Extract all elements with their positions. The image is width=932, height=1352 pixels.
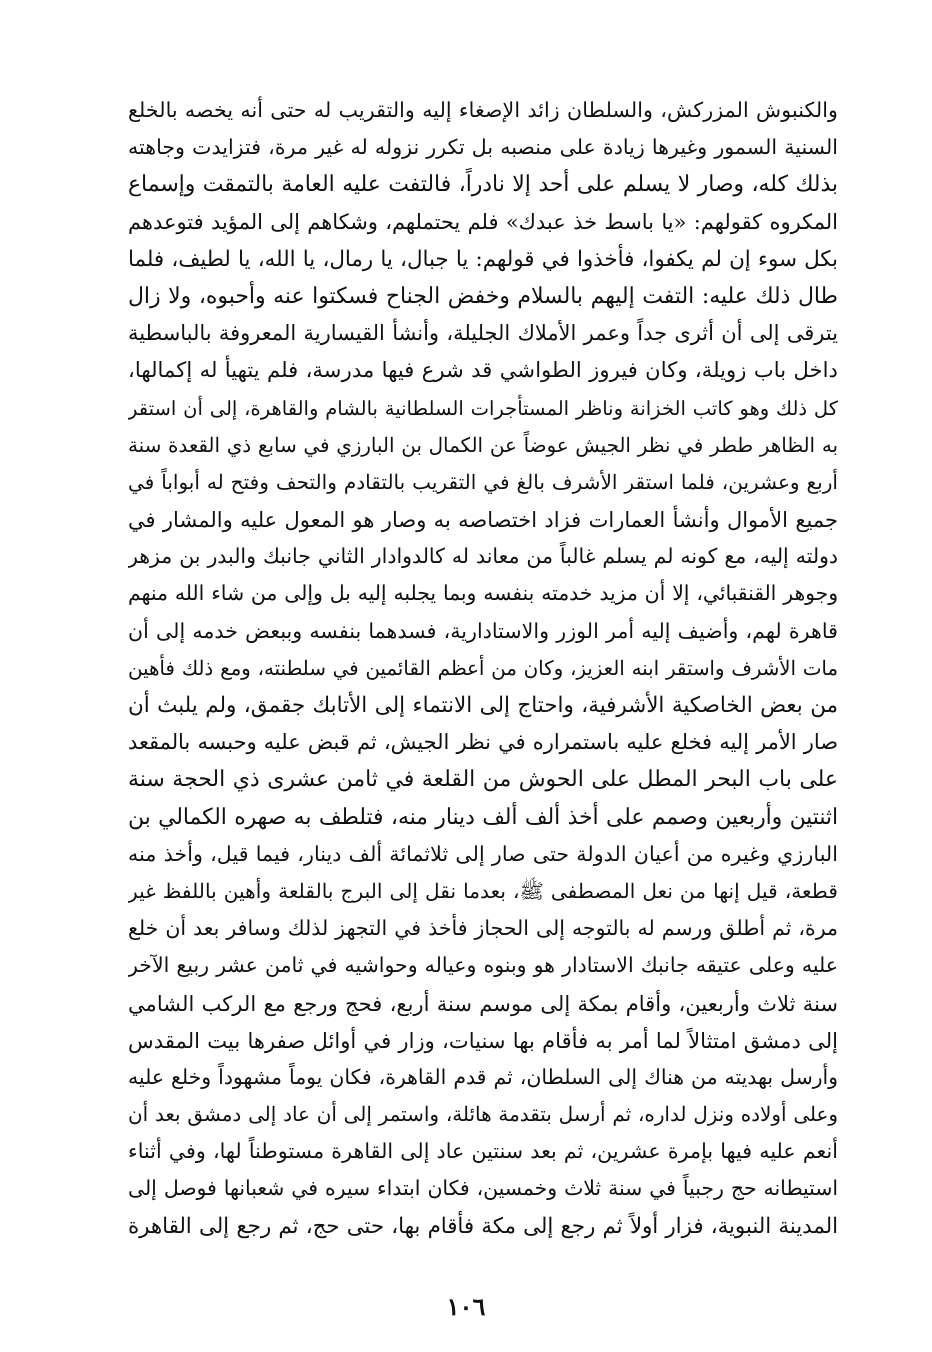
text-line-4: المكروه كقولهم: «يا باسط خذ عبدك» فلم يحتملهم، وشكاهم إلى المؤيد فتوعدهم bbox=[128, 209, 838, 234]
text-line-28: وعلى أولاده ونزل لداره، ثم أرسل بتقدمة هائلة، واستمر إلى أن عاد إلى دمشق بعد أن bbox=[128, 1103, 838, 1127]
text-line-23: مرة، ثم أطلق ورسم له بالتوجه إلى الحجاز فأخذ في التجهز لذلك وسافر بعد أن خلع bbox=[128, 916, 838, 941]
text-line-21: البارزي وغيره من أعيان الدولة حتى صار إلى ثلاثمائة ألف دينار، فيما قيل، وأخذ منه bbox=[128, 841, 838, 866]
text-line-13: دولته إليه، مع كونه لم يسلم غالباً من معاند له كالدوادار الثاني جانبك والبدر بن مزهر bbox=[128, 544, 838, 569]
text-line-14: وجوهر القنقبائي، إلا أن مزيد خدمته بنفسه وبما يجلبه إليه بل وإلى من شاء الله منهم bbox=[128, 581, 838, 606]
text-line-7: يترقى إلى أن أثرى جداً وعمر الأملاك الجليلة، وأنشأ القيسارية المعروفة بالباسطية bbox=[128, 321, 838, 346]
text-line-29: أنعم عليه فيها بإمرة عشرين، ثم بعد سنتين عاد إلى القاهرة مستوطناً لها، وفي أثناء bbox=[128, 1139, 838, 1164]
text-line-3: بذلك كله، وصار لا يسلم على أحد إلا نادراً، فالتفت عليه العامة بالتمقت وإسماع bbox=[128, 172, 838, 198]
text-line-27: وأرسل بهديته من هناك إلى السلطان، ثم قدم القاهرة، فكان يوماً مشهوداً وخلع عليه bbox=[128, 1064, 838, 1089]
text-line-9: كل ذلك وهو كاتب الخزانة وناظر المستأجرات السلطانية بالشام والقاهرة، إلى أن استقر bbox=[128, 396, 838, 420]
text-line-30: استيطانه حج رجبياً في سنة ثلاث وخمسين، فكان ابتداء سيره في شعبانها فوصل إلى bbox=[128, 1176, 838, 1201]
text-line-15: قاهرة لهم، وأضيف إليه أمر الوزر والاستادارية، فسدهما بنفسه وببعض خدمه إلى أن bbox=[128, 618, 838, 643]
text-line-8: داخل باب زويلة، وكان فيروز الطواشي قد شرع فيها مدرسة، فلم يتهيأ له إكمالها، bbox=[128, 358, 838, 384]
text-line-2: السنية السمور وغيرها زيادة على منصبه بل تكرر نزوله له غير مرة، فتزايدت وجاهته bbox=[128, 135, 838, 160]
text-line-31: المدينة النبوية، فزار أولاً ثم رجع إلى مكة فأقام بها، حتى حج، ثم رجع إلى القاهرة bbox=[128, 1213, 838, 1239]
text-line-25: سنة ثلاث وأربعين، وأقام بمكة إلى موسم سنة أربع، فحج ورجع مع الركب الشامي bbox=[128, 990, 838, 1016]
text-line-19: على باب البحر المطل على الحوش من القلعة في ثامن عشرى ذي الحجة سنة bbox=[128, 767, 838, 793]
text-line-20: اثنتين وأربعين وصمم على أخذ ألف ألف دينار منه، فتلطف به صهره الكمالي بن bbox=[128, 804, 838, 830]
text-line-22: قطعة، قيل إنها من نعل المصطفى ﷺ، بعدما نقل إلى البرج بالقلعة وأهين باللفظ غير bbox=[128, 878, 838, 903]
text-line-1: والكنبوش المزركش، والسلطان زائد الإصغاء إليه والتقريب له حتى أنه يخصه بالخلع bbox=[128, 98, 838, 122]
text-line-26: إلى دمشق امتثالاً لما أمر به فأقام بها سنيات، وزار في أوائل صفرها بيت المقدس bbox=[128, 1027, 838, 1053]
body-text bbox=[128, 92, 838, 1245]
text-line-11: أربع وعشرين، فلما استقر الأشرف بالغ في التقريب بالتقادم والتحف وفتح له أبواباً في bbox=[128, 469, 838, 494]
text-line-6: طال ذلك عليه: التفت إليهم بالسلام وخفض الجناح فسكتوا عنه وأحبوه، ولا زال bbox=[128, 283, 838, 309]
text-line-17: من بعض الخاصكية الأشرفية، واحتاج إلى الانتماء إلى الأتابك جقمق، ولم يلبث أن bbox=[128, 693, 838, 718]
text-line-10: به الظاهر ططر في نظر الجيش عوضاً عن الكمال بن البارزي في سابع ذي القعدة سنة bbox=[128, 433, 838, 457]
text-line-18: صار الأمر إليه فخلع عليه باستمراره في نظر الجيش، ثم قبض عليه وحبسه بالمقعد bbox=[128, 730, 838, 755]
page-number: ١٠٦ bbox=[446, 1292, 486, 1321]
text-line-24: عليه وعلى عتيقه جانبك الاستادار هو وبنوه وعياله وحواشيه في ثامن عشر ربيع الآخر bbox=[128, 953, 838, 978]
text-line-12: جميع الأموال وأنشأ العمارات فزاد اختصاصه به وصار هو المعول عليه والمشار في bbox=[128, 507, 838, 533]
text-line-5: بكل سوء إن لم يكفوا، فأخذوا في قولهم: يا جبال، يا رمال، يا الله، يا لطيف، فلما bbox=[128, 246, 838, 272]
text-line-16: مات الأشرف واستقر ابنه العزيز، وكان من أعظم القائمين في سلطنته، ومع ذلك فأهين bbox=[128, 656, 838, 680]
